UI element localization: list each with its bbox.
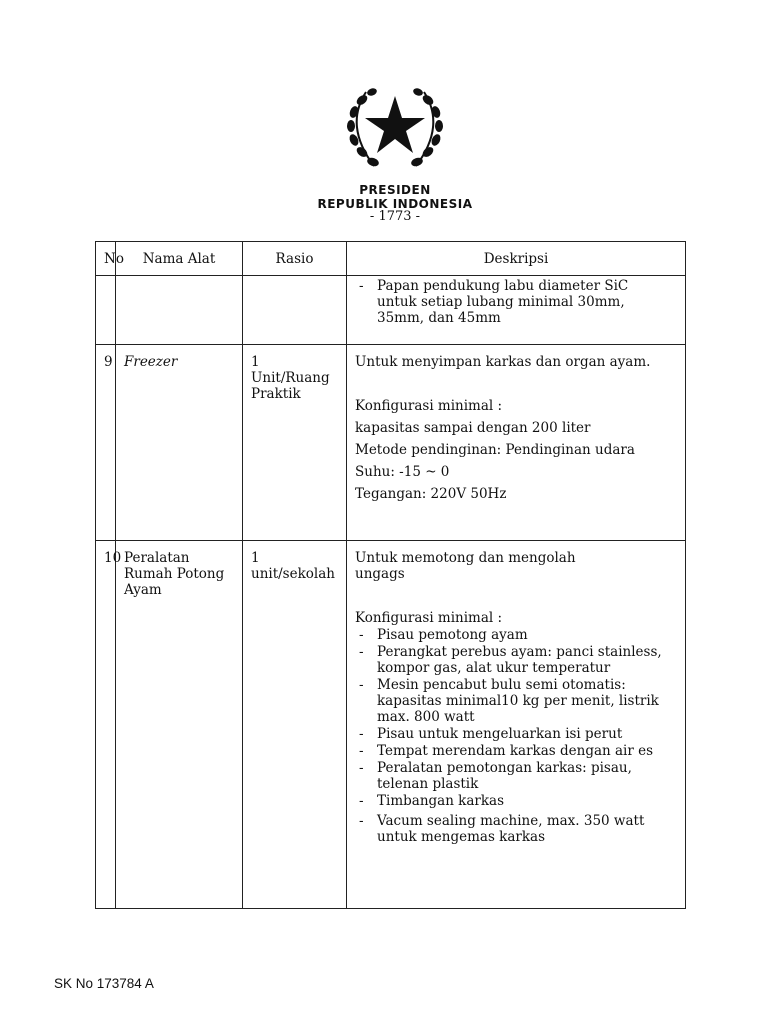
description-item: - Perangkat perebus ayam: panci stainless, kompor gas, alat ukur temperatur — [355, 644, 671, 676]
description-item: - Vacum sealing machine, max. 350 watt untuk mengemas karkas — [355, 813, 671, 845]
description-item: - Papan pendukung labu diameter SiC untuk setiap lubang minimal 30mm, 35mm, dan 45mm — [355, 278, 677, 326]
header-presiden: PRESIDEN — [359, 183, 431, 197]
description-line: kapasitas sampai dengan 200 liter — [355, 420, 591, 436]
cell-description — [347, 276, 686, 345]
cell-name: Peralatan Rumah Potong Ayam — [116, 541, 243, 909]
cell-no — [96, 276, 116, 345]
column-header-nama-alat: Nama Alat — [116, 242, 243, 276]
description-config-title: Konfigurasi minimal : — [355, 398, 503, 414]
table-row — [96, 345, 686, 541]
column-header-rasio: Rasio — [243, 242, 347, 276]
cell-name — [116, 276, 243, 345]
column-header-no: No — [96, 242, 116, 276]
description-item: - Peralatan pemotongan karkas: pisau, telenan plastik — [355, 760, 671, 792]
cell-description — [347, 541, 686, 909]
description-item: - Pisau pemotong ayam — [355, 627, 671, 643]
description-line: Metode pendinginan: Pendinginan udara — [355, 442, 635, 458]
cell-name: Freezer — [116, 345, 243, 541]
description-item: - Tempat merendam karkas dengan air es — [355, 743, 671, 759]
cell-no: 9 — [96, 345, 116, 541]
equipment-table — [95, 241, 686, 909]
table-row — [96, 276, 686, 345]
cell-ratio: 1 Unit/Ruang Praktik — [243, 345, 347, 541]
page-number: - 1773 - — [369, 209, 421, 224]
footer-sk-number: SK No 173784 A — [54, 976, 154, 991]
description-config-title: Konfigurasi minimal : — [355, 610, 503, 626]
cell-description — [347, 345, 686, 541]
garuda-star-emblem-icon — [340, 78, 450, 174]
cell-ratio: 1 unit/sekolah — [243, 541, 347, 909]
cell-ratio — [243, 276, 347, 345]
table-header-row — [96, 242, 686, 276]
description-item: - Timbangan karkas — [355, 793, 671, 809]
header-republik-indonesia: REPUBLIK INDONESIA — [317, 197, 473, 211]
cell-no: 10 — [96, 541, 116, 909]
description-item: - Mesin pencabut bulu semi otomatis: kapasitas minimal10 kg per menit, listrik max. 800 watt — [355, 677, 671, 725]
column-header-deskripsi: Deskripsi — [347, 242, 686, 276]
description-line: Tegangan: 220V 50Hz — [355, 486, 507, 502]
description-item: - Pisau untuk mengeluarkan isi perut — [355, 726, 671, 742]
table-row — [96, 541, 686, 909]
description-intro: Untuk menyimpan karkas dan organ ayam. — [355, 354, 651, 370]
description-intro: Untuk memotong dan mengolah ungags — [355, 550, 576, 582]
description-line: Suhu: -15 ~ 0 — [355, 464, 450, 480]
